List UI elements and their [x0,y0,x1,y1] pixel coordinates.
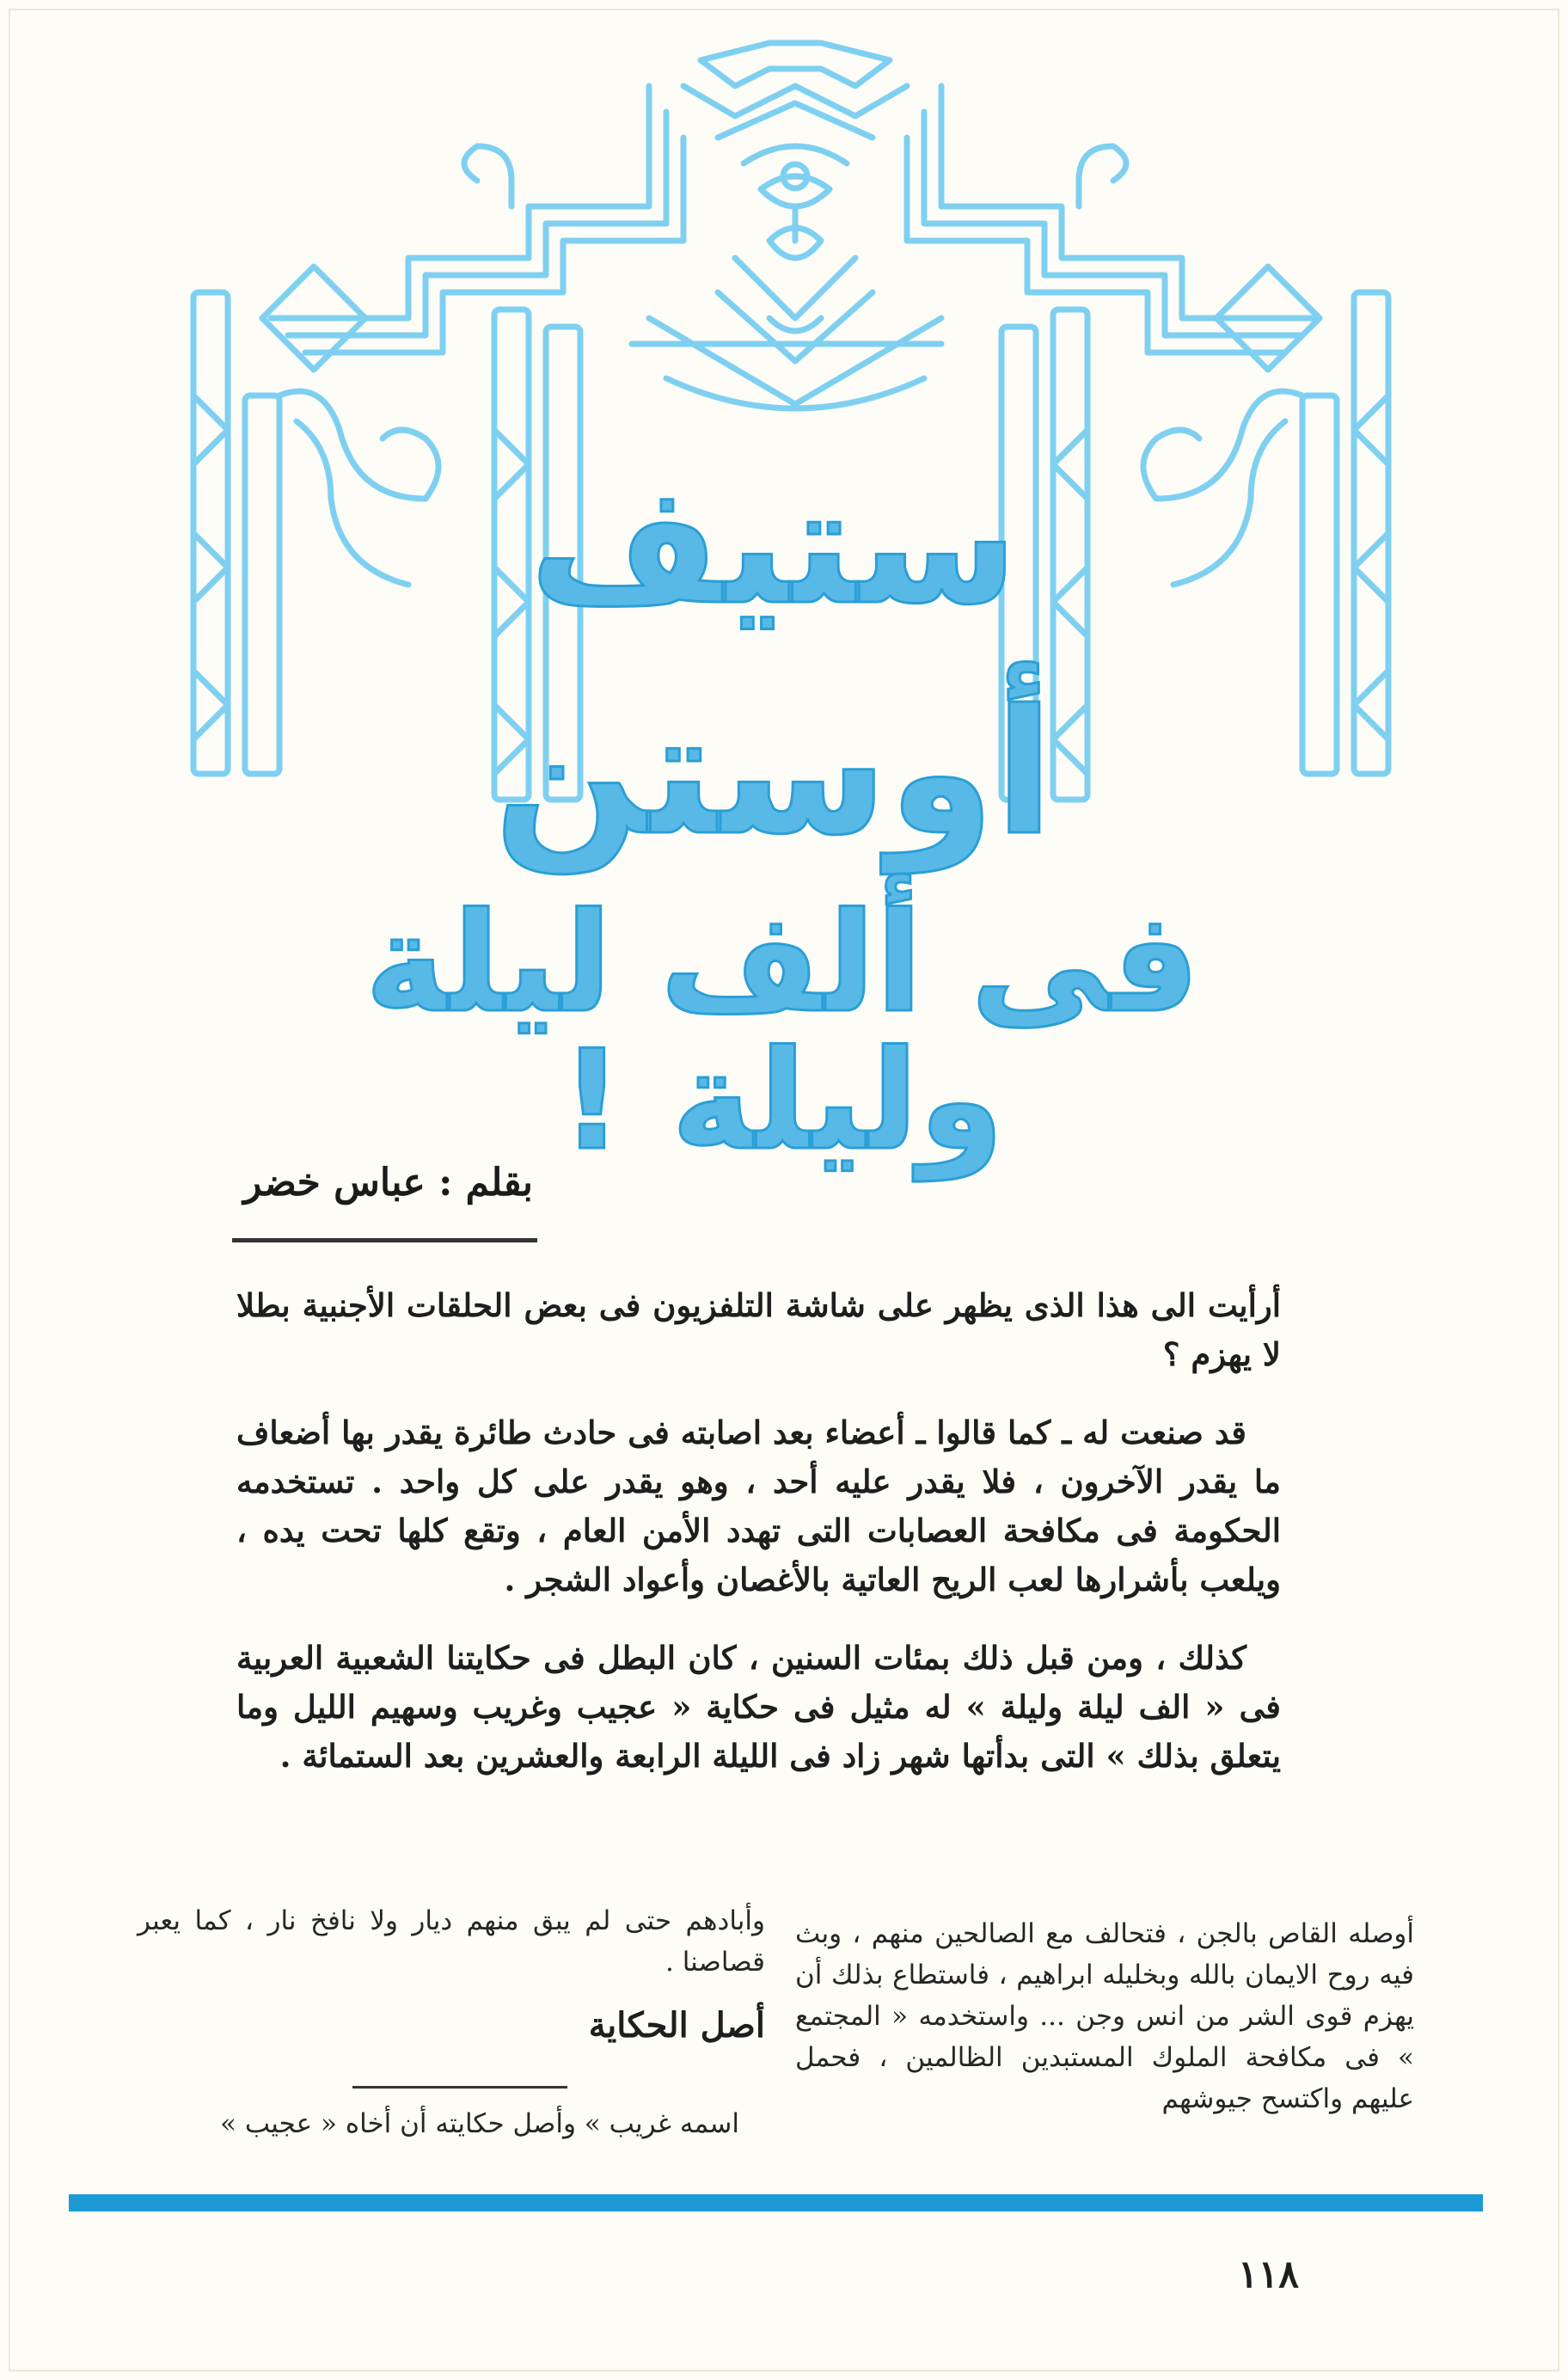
article-paragraph-2: قد صنعت له ـ كما قالوا ـ أعضاء بعد اصابته فى حادث طائرة يقدر بها أضعاف ما يقدر الآخرون ، فلا يقدر عليه أحد ، وهو يقدر على كل واحد . تستخدمه الحكومة فى مكافحة العصابات التى تهدد الأمن العام ، وتقع كلها تحت يده ، ويلعب بأشرارها لعب الريح العاتية بالأغصان وأعواد الشجر . [236,1414,1281,1598]
column-right [795,1913,1414,2119]
title-line-2: أوستن [493,673,1054,874]
section-subheading: أصل الحكاية [588,2005,765,2046]
subheading-rule [352,2086,567,2089]
column-right-text: أوصله القاص بالجن ، فتحالف مع الصالحين منهم ، وبث فيه روح الايمان بالله وبخليله ابراهيم ، فاستطاع بذلك أن يهزم قوى الشر من انس وجن ... واستخدمه « المجتمع » فى مكافحة الملوك المستبدين الظالمين ، فحمل عليهم واكتسح جيوشهم [795,1918,1414,2114]
byline-rule [232,1238,537,1242]
column-left-text: وأبادهم حتى لم يبق منهم ديار ولا نافخ نار ، كما يعبر قصاصنا . [138,1905,765,1978]
page-number: ١١٨ [1238,2253,1299,2297]
column-left-continuation: اسمه غريب » وأصل حكايته أن أخاه « عجيب » [220,2108,739,2139]
title-line-1: ستيف [529,451,1019,641]
article-paragraph-1: أرأيت الى هذا الذى يظهر على شاشة التلفزيون فى بعض الحلقات الأجنبية بطلا لا يهزم ؟ [236,1286,1281,1373]
article-paragraph-3: كذلك ، ومن قبل ذلك بمئات السنين ، كان البطل فى حكايتنا الشعبية العربية فى « الف ليلة وليلة » له مثيل فى حكاية « عجيب وغريب وسهيم الليل وما يتعلق بذلك » التى بدأتها شهر زاد فى الليلة الرابعة والعشرين بعد الستمائة . [236,1639,1281,1775]
column-left [138,1900,765,2062]
article-body [236,1281,1281,1810]
title-line-3: فى ألف ليلة وليلة ! [364,882,1200,1181]
byline: بقلم : عباس خضر [243,1161,533,1205]
bottom-blue-bar [69,2194,1483,2211]
